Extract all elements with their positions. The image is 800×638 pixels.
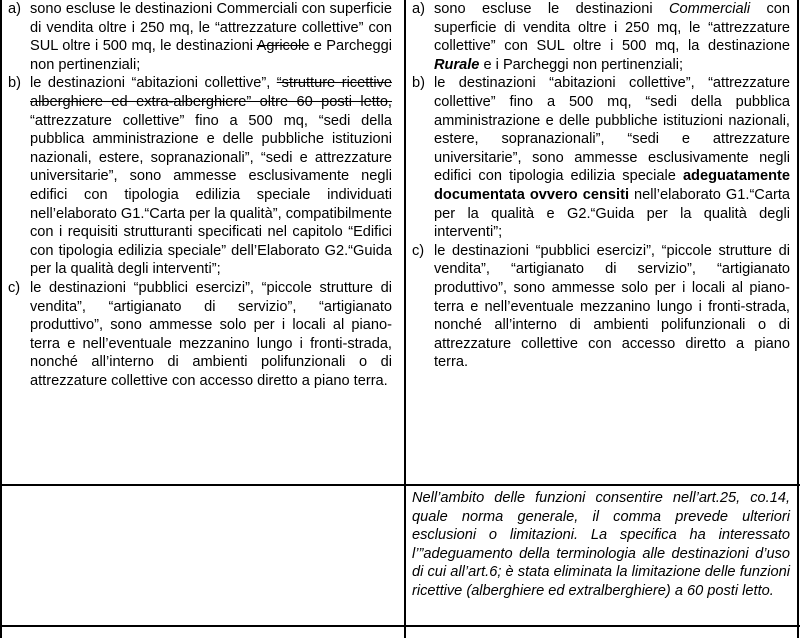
column-divider — [404, 0, 406, 638]
struck-text: Agricole — [256, 38, 310, 55]
list-item-b — [8, 74, 392, 279]
list-marker: b) — [412, 75, 425, 92]
list-item-a — [8, 0, 392, 74]
row-divider-bottom — [0, 625, 800, 627]
list-marker: b) — [8, 75, 21, 92]
left-cell — [8, 0, 392, 390]
struck-text: “strutture ricettive alberghiere ed extra-alberghiere” oltre 60 posti letto, — [30, 75, 392, 110]
item-text: sono escluse le destinazioni Commerciali con superficie di vendita oltre i 250 mq, le “attrezzature collettive” con SUL oltre i 500 mq, le destinazioni Agricole e Parcheggi non pertinenziali; — [30, 1, 392, 73]
list-item-c — [412, 242, 790, 372]
item-text: le destinazioni “abitazioni collettive”, “attrezzature collettive” fino a 500 mq, “sedi della pubblica amministrazione e delle pubbliche istituzioni nazionali, estere, sopranazionali”, “sedi e attrezzature universitarie”, sono ammesse esclusivamente negli edifici con tipologia edilizia speciale adeguatamente documentata ovvero censiti nell’elaborato G1.“Carta per la qualità e G2.“Guida per la qualità degli interventi”; — [434, 75, 790, 241]
note-text: Nell’ambito delle funzioni consentire nell’art.25, co.14, quale norma generale, il comma prevede ulteriori esclusioni o limitazioni. La specifica ha interessato l’”adeguamento della terminologia alle destinazioni d’uso di cui all’art.6; è stata eliminata la limitazione delle funzioni ricettive (alberghiere ed extralberghiere) a 60 posti letto. — [412, 490, 790, 599]
list-marker: c) — [8, 279, 21, 296]
right-cell — [412, 0, 790, 372]
list-marker: c) — [412, 242, 425, 259]
table-border-right — [797, 0, 799, 638]
table-border-left — [0, 0, 2, 638]
list-item-b — [412, 74, 790, 241]
item-text: le destinazioni “pubblici esercizi”, “piccole strutture di vendita”, “artigianato di servizio”, “artigianato produttivo”, sono ammesse solo per i locali al piano-terra e nell’eventuale mezzanino lungo i fronti-strada, nonché all’interno di ambienti polifunzionali o di attrezzature collettive con accesso diretto a piano terra. — [30, 279, 392, 389]
list-marker: a) — [8, 1, 21, 17]
item-text: le destinazioni “pubblici esercizi”, “piccole strutture di vendita”, “artigianato di servizio”, “artigianato produttivo”, sono ammesse solo per i locali al piano-terra e nell’eventuale mezzanino lungo i fronti-strada, nonché all’interno di ambienti polifunzionali o di attrezzature collettive con accesso diretto a piano terra. — [434, 242, 790, 371]
bold-text: adeguatamente documentata ovvero censiti — [434, 168, 790, 203]
list-item-c — [8, 279, 392, 391]
bold-italic-text: Rurale — [434, 56, 480, 73]
list-item-a — [412, 0, 790, 74]
list-marker: a) — [412, 1, 425, 17]
item-text: sono escluse le destinazioni Commerciali con superficie di vendita oltre i 250 mq, le “attrezzature collettive” con SUL oltre i 500 mq, la destinazione Rurale e i Parcheggi non pertinenziali; — [434, 1, 790, 73]
row-divider — [0, 484, 800, 486]
item-text: le destinazioni “abitazioni collettive”, “strutture ricettive alberghiere ed extra-alberghiere” oltre 60 posti letto, “attrezzature collettive” fino a 500 mq, “sedi della pubblica amministrazione e delle pubbliche istituzioni nazionali, estere, sopranazionali”, “sedi e attrezzature universitarie”, sono ammesse esclusivamente negli edifici con tipologia edilizia speciale individuati nell’elaborato G1.“Carta per la qualità”, compatibilmente con i requisiti strutturanti specificati nel capitolo “Edifici con tipologia edilizia speciale” dell’Elaborato G2.“Guida per la qualità degli interventi”; — [30, 75, 392, 278]
italic-text: Commerciali — [669, 1, 751, 17]
